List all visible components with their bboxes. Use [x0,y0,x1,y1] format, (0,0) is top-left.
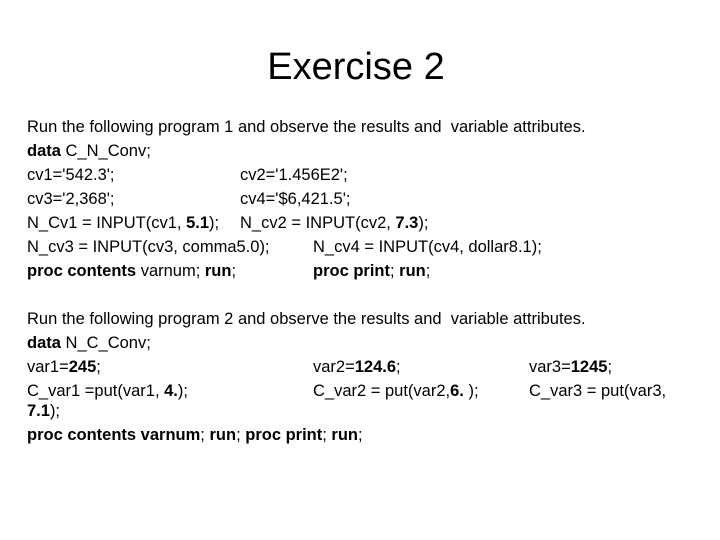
code-text: ; [231,262,237,280]
code-text: ; [236,426,246,444]
numeric-value: 124.6 [354,358,397,376]
code-text: cv2='1.456E2'; [240,166,348,184]
code-text: ; [425,262,431,280]
format-value: 5.1 [186,214,210,232]
code-text: ; [200,426,210,444]
code-text: var3= [529,358,571,376]
program1-line-6 [27,261,431,282]
code-text: C_var1 =put(var1, [27,382,165,400]
code-text: var2= [313,358,355,376]
code-text: cv3='2,368'; [27,190,115,208]
code-text: ; [358,426,363,444]
code-text: ; [96,358,101,376]
program2-line-5 [27,425,363,446]
code-text: C_var2 = put(var2, [313,382,451,400]
code-group [313,381,479,402]
code-text: ); [418,214,429,232]
keyword: run [209,426,237,444]
keyword: proc contents varnum [27,426,201,444]
program2-line-4 [27,401,60,422]
code-text: N_cv4 = INPUT(cv4, dollar8.1); [313,238,542,256]
keyword: proc print [313,262,390,280]
code-group [240,213,428,234]
code-text: N_Cv1 = INPUT(cv1, [27,214,187,232]
format-value: 7.3 [395,214,419,232]
code-text: N_cv3 = INPUT(cv3, comma5.0); [27,238,270,256]
code-text: var1= [27,358,69,376]
numeric-value: 245 [68,358,97,376]
code-text: ; [396,358,401,376]
code-text: ); [49,402,61,420]
program1-intro: Run the following program 1 and observe the results and variable attributes. [27,118,586,136]
code-text: ; [322,426,332,444]
code-text: varnum; [136,262,205,280]
code-text: ); [463,382,479,400]
keyword: data [27,334,61,352]
code-text: ; [390,262,400,280]
keyword: proc contents [27,262,137,280]
code-text: cv4='$6,421.5'; [240,190,351,208]
keyword: run [399,262,426,280]
code-text: cv1='542.3'; [27,166,115,184]
program1-line-3 [27,189,351,210]
keyword: data [27,142,61,160]
code-text: ); [177,382,188,400]
slide-title: Exercise 2 [267,46,445,88]
keyword: run [204,262,232,280]
keyword: proc print [245,426,323,444]
numeric-value: 1245 [570,358,608,376]
code-text: N_cv2 = INPUT(cv2, [240,214,396,232]
code-text: C_N_Conv; [60,142,151,160]
code-text: C_var3 = put(var3, [529,382,667,400]
code-text: ; [607,358,613,376]
program2-intro: Run the following program 2 and observe the results and variable attributes. [27,310,586,328]
program1-line-1 [27,141,151,162]
program2-line-2 [27,357,613,378]
keyword: run [331,426,358,444]
program1-line-5 [27,237,542,258]
code-group [313,261,430,282]
code-group [529,357,612,378]
code-text: ); [209,214,220,232]
program1-line-4 [27,213,429,234]
program2-line-3 [27,381,667,402]
format-value: 4. [164,382,178,400]
code-group [313,357,401,378]
code-text: N_C_Conv; [60,334,151,352]
format-value: 6. [450,382,464,400]
program1-line-2 [27,165,348,186]
program2-line-1 [27,333,151,354]
format-value: 7.1 [27,402,50,420]
